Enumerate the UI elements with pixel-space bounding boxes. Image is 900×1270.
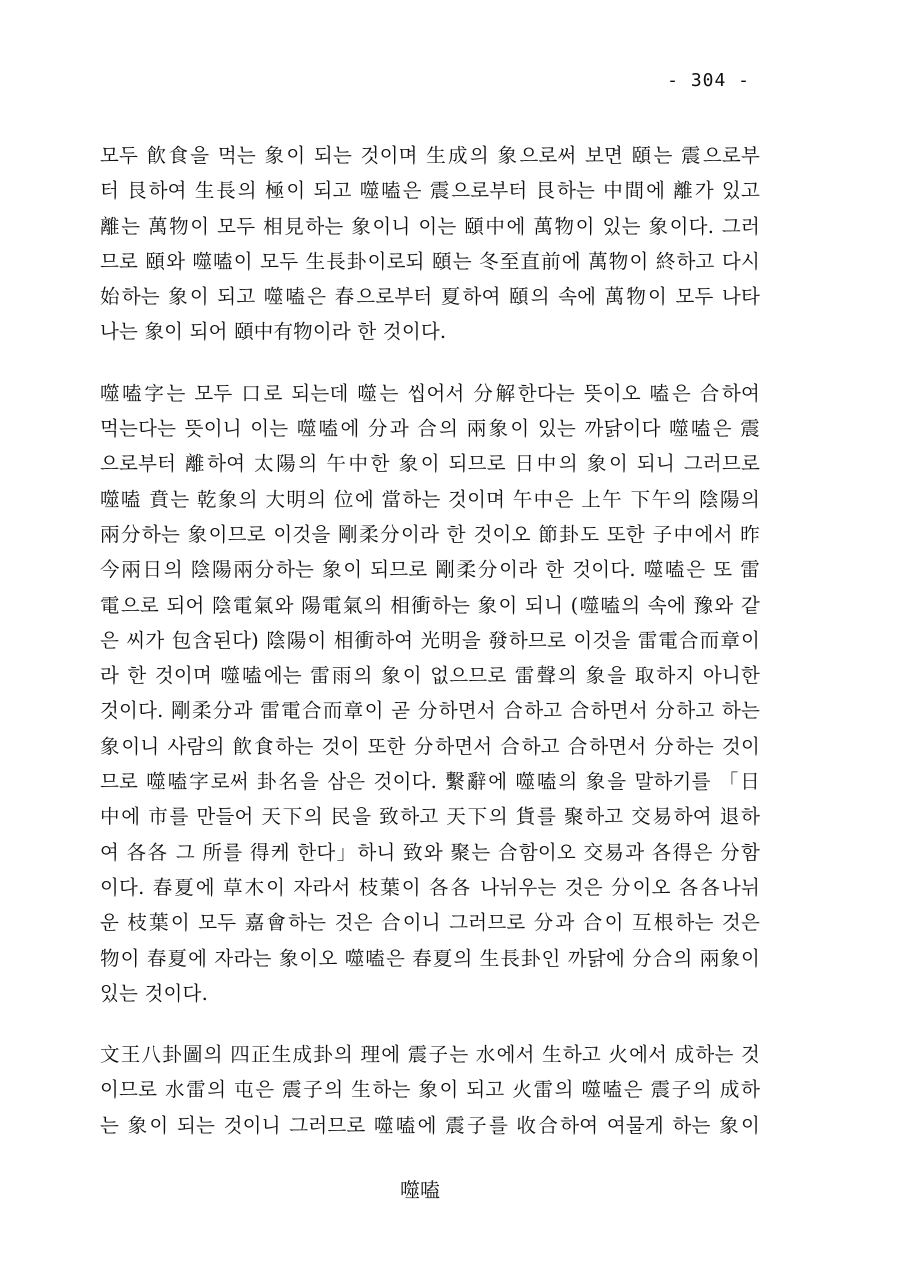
text-line: 兩分하는 象이므로 이것을 剛柔分이라 한 것이오 節卦도 또한 子中에서 昨 (100, 522, 760, 546)
text-line: 은 씨가 包含된다) 陰陽이 相衝하여 光明을 發하므로 이것을 雷電合而章이 (100, 628, 760, 652)
text-line: 여 各各 그 所를 得케 한다」하니 致와 聚는 合함이오 交易과 各得은 分함 (100, 840, 760, 864)
page-number: - 304 - (667, 70, 750, 91)
paragraph-1 (100, 138, 760, 350)
text-line: 今兩日의 陰陽兩分하는 象이 되므로 剛柔分이라 한 것이다. 噬嗑은 또 雷 (100, 558, 760, 582)
footer-chapter-title: 噬嗑 (400, 1178, 440, 1202)
text-line: 므로 噬嗑字로써 卦名을 삼은 것이다. 繫辭에 噬嗑의 象을 말하기를 「日 (100, 770, 760, 794)
text-line: 中에 市를 만들어 天下의 民을 致하고 天下의 貨를 聚하고 交易하여 退하 (100, 805, 760, 829)
text-line: 터 艮하여 生長의 極이 되고 噬嗑은 震으로부터 艮하는 中間에 離가 있고 (100, 179, 760, 203)
text-line: 이므로 水雷의 屯은 震子의 生하는 象이 되고 火雷의 噬嗑은 震子의 成하 (100, 1078, 760, 1102)
text-line: 운 枝葉이 모두 嘉會하는 것은 合이니 그러므로 分과 合이 互根하는 것은 (100, 911, 760, 935)
text-line: 이다. 春夏에 草木이 자라서 枝葉이 各各 나뉘우는 것은 分이오 各各나뉘 (100, 875, 760, 899)
text-line: 始하는 象이 되고 噬嗑은 春으로부터 夏하여 頤의 속에 萬物이 모두 나타 (100, 285, 760, 309)
text-line: 모두 飮食을 먹는 象이 되는 것이며 生成의 象으로써 보면 頤는 震으로부 (100, 144, 760, 167)
text-line: 라 한 것이며 噬嗑에는 雷雨의 象이 없으므로 雷聲의 象을 取하지 아니한 (100, 664, 760, 688)
text-line: 電으로 되어 陰電氣와 陽電氣의 相衝하는 象이 되니 (噬嗑의 속에 豫와 같 (100, 593, 760, 617)
text-line: 는 象이 되는 것이니 그러므로 噬嗑에 震子를 收合하여 여물게 하는 象이 (100, 1113, 760, 1137)
body-text (100, 138, 760, 1169)
paragraph-2 (100, 376, 760, 1011)
text-line: 므로 頤와 噬嗑이 모두 生長卦이로되 頤는 冬至直前에 萬物이 終하고 다시 (100, 249, 760, 273)
text-line: 것이다. 剛柔分과 雷電合而章이 곧 分하면서 合하고 合하면서 分하고 하는 (100, 699, 760, 723)
text-line: 있는 것이다. (100, 981, 208, 1005)
text-line: 離는 萬物이 모두 相見하는 象이니 이는 頤中에 萬物이 있는 象이다. 그러 (100, 214, 760, 238)
text-line: 먹는다는 뜻이니 이는 噬嗑에 分과 合의 兩象이 있는 까닭이다 噬嗑은 震 (100, 417, 760, 441)
paragraph-3 (100, 1037, 760, 1143)
text-line: 象이니 사람의 飮食하는 것이 또한 分하면서 合하고 合하면서 分하는 것이 (100, 734, 760, 758)
text-line: 으로부터 離하여 太陽의 午中한 象이 되므로 日中의 象이 되니 그러므로 (100, 452, 760, 476)
text-line: 噬嗑字는 모두 口로 되는데 噬는 씹어서 分解한다는 뜻이오 嗑은 合하여 (100, 381, 760, 405)
text-line: 噬嗑 賁는 乾象의 大明의 位에 當하는 것이며 午中은 上午 下午의 陰陽의 (100, 487, 760, 511)
text-line: 나는 象이 되어 頤中有物이라 한 것이다. (100, 320, 447, 344)
text-line: 文王八卦圖의 四正生成卦의 理에 震子는 水에서 生하고 火에서 成하는 것 (100, 1043, 760, 1067)
text-line: 物이 春夏에 자라는 象이오 噬嗑은 春夏의 生長卦인 까닭에 分合의 兩象이 (100, 946, 760, 970)
